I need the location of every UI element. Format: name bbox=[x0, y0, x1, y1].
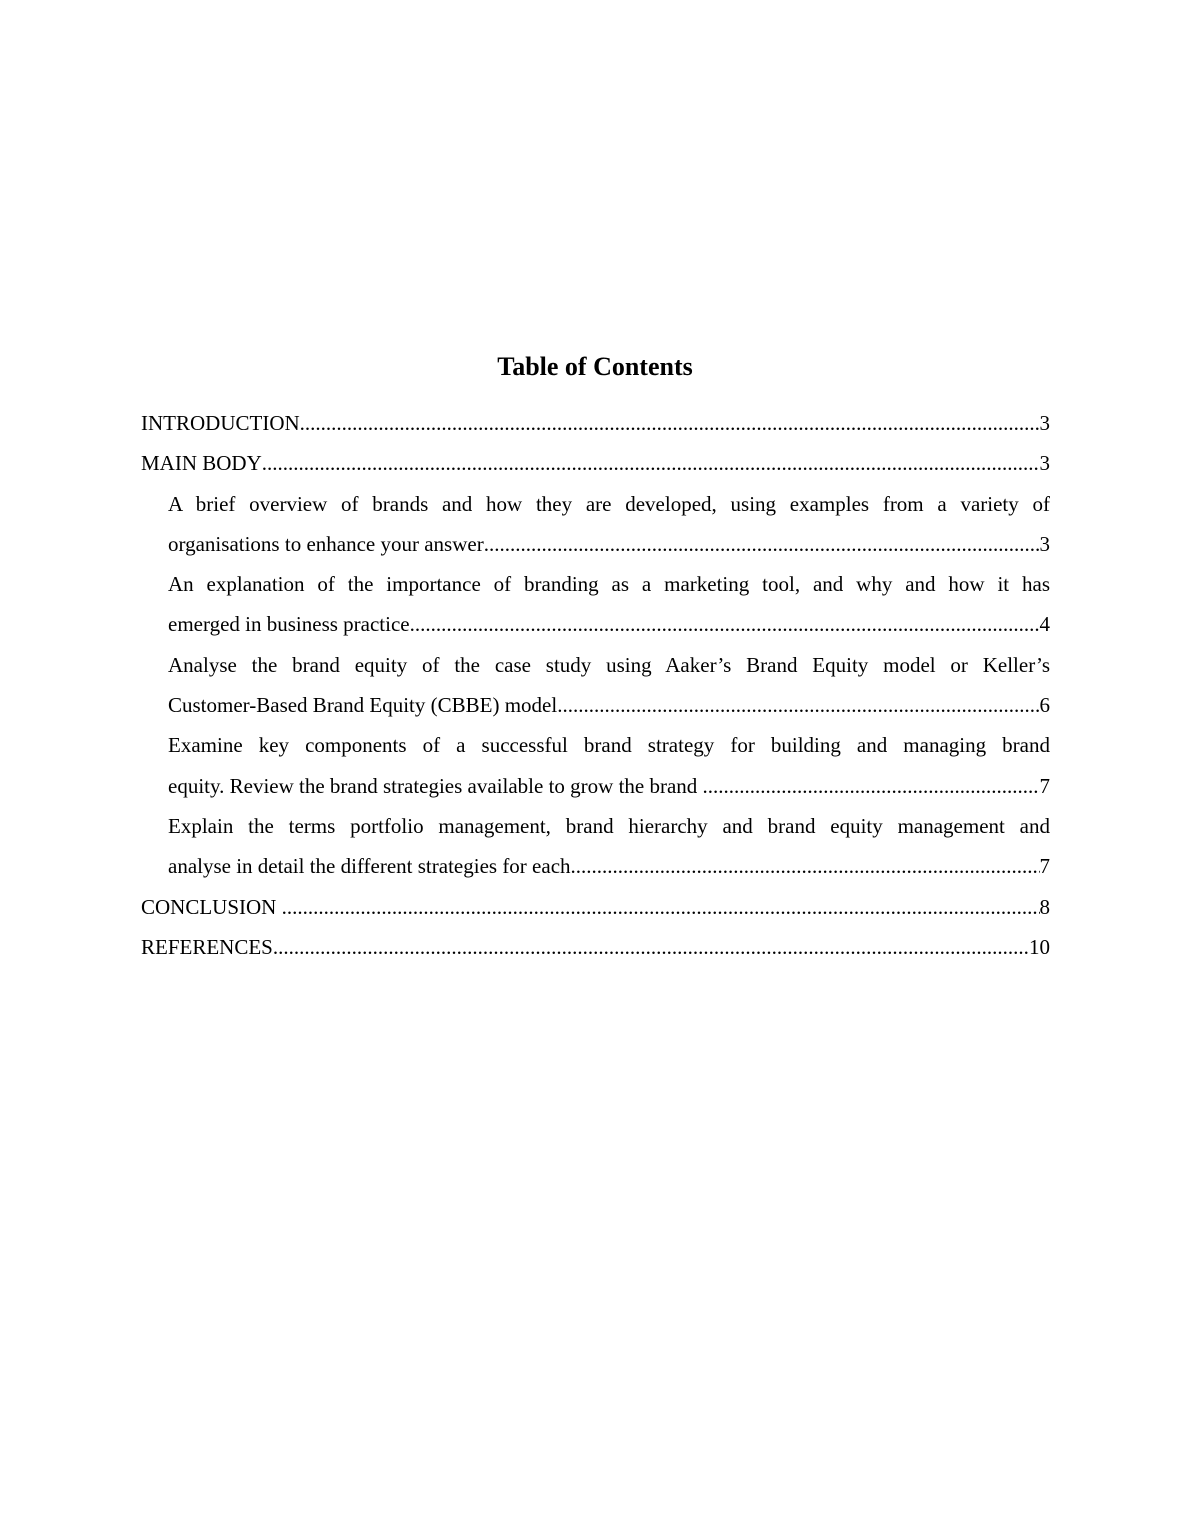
toc-entry-text: CONCLUSION bbox=[141, 894, 282, 919]
toc-entry-text-line2: equity. Review the brand strategies available to grow the brand bbox=[168, 773, 703, 798]
toc-entry-last-line bbox=[168, 524, 1050, 564]
toc-entry-last-line bbox=[168, 685, 1050, 725]
toc-entry-text-line1: Analyse the brand equity of the case study using Aaker’s Brand Equity model or Keller’s bbox=[168, 652, 1050, 677]
toc-dot-leader bbox=[282, 887, 1040, 927]
toc-page-number: 4 bbox=[1039, 612, 1050, 637]
toc-entry-brand-equity-analysis[interactable] bbox=[168, 645, 1050, 726]
toc-entry-text: REFERENCES bbox=[141, 934, 273, 959]
toc-page-number: 3 bbox=[1039, 451, 1050, 476]
toc-page-number: 10 bbox=[1029, 934, 1050, 959]
toc-entry-main-body[interactable] bbox=[141, 443, 1050, 483]
toc-dot-leader bbox=[262, 443, 1040, 483]
toc-entry-text-line2: organisations to enhance your answer bbox=[168, 531, 484, 556]
toc-entry-last-line bbox=[168, 604, 1050, 644]
toc-entry-introduction[interactable] bbox=[141, 403, 1050, 443]
toc-title: Table of Contents bbox=[497, 352, 693, 381]
toc-entry-text-line1: Examine key components of a successful brand strategy for building and managing brand bbox=[168, 733, 1050, 758]
toc-entry-text-line2: analyse in detail the different strategies for each bbox=[168, 854, 571, 879]
toc-entry-conclusion[interactable] bbox=[141, 887, 1050, 927]
toc-dot-leader bbox=[300, 403, 1040, 443]
toc-page-number: 3 bbox=[1039, 531, 1050, 556]
toc-entry-last-line bbox=[168, 846, 1050, 886]
toc-dot-leader bbox=[410, 604, 1040, 644]
toc-entry-text-line1: A brief overview of brands and how they are developed, using examples from a variety of bbox=[168, 491, 1050, 516]
toc-dot-leader bbox=[484, 524, 1040, 564]
toc-list bbox=[141, 403, 1050, 967]
toc-entry-brands-overview[interactable] bbox=[168, 484, 1050, 565]
toc-entry-text-line1: Explain the terms portfolio management, brand hierarchy and brand equity management and bbox=[168, 813, 1050, 838]
toc-dot-leader bbox=[571, 846, 1040, 886]
toc-entry-last-line bbox=[168, 766, 1050, 806]
toc-entry-text-line2: emerged in business practice bbox=[168, 612, 410, 637]
toc-entry-text-line1: An explanation of the importance of branding as a marketing tool, and why and how it has bbox=[168, 572, 1050, 597]
toc-entry-text-line2: Customer-Based Brand Equity (CBBE) model bbox=[168, 693, 558, 718]
toc-page-number: 7 bbox=[1039, 854, 1050, 879]
toc-page-number: 6 bbox=[1039, 693, 1050, 718]
toc-entry-text: MAIN BODY bbox=[141, 451, 262, 476]
toc-dot-leader bbox=[557, 685, 1039, 725]
toc-page-number: 3 bbox=[1039, 411, 1050, 435]
toc-entry-references[interactable] bbox=[141, 927, 1050, 967]
toc-page-number: 8 bbox=[1039, 894, 1050, 919]
toc-entry-brand-strategy[interactable] bbox=[168, 725, 1050, 806]
toc-entry-text: INTRODUCTION bbox=[141, 411, 300, 435]
toc-entry-branding-importance[interactable] bbox=[168, 564, 1050, 645]
toc-entry-portfolio-management[interactable] bbox=[168, 806, 1050, 887]
toc-page-number: 7 bbox=[1039, 773, 1050, 798]
toc-dot-leader bbox=[273, 927, 1029, 967]
toc-dot-leader bbox=[703, 766, 1040, 806]
